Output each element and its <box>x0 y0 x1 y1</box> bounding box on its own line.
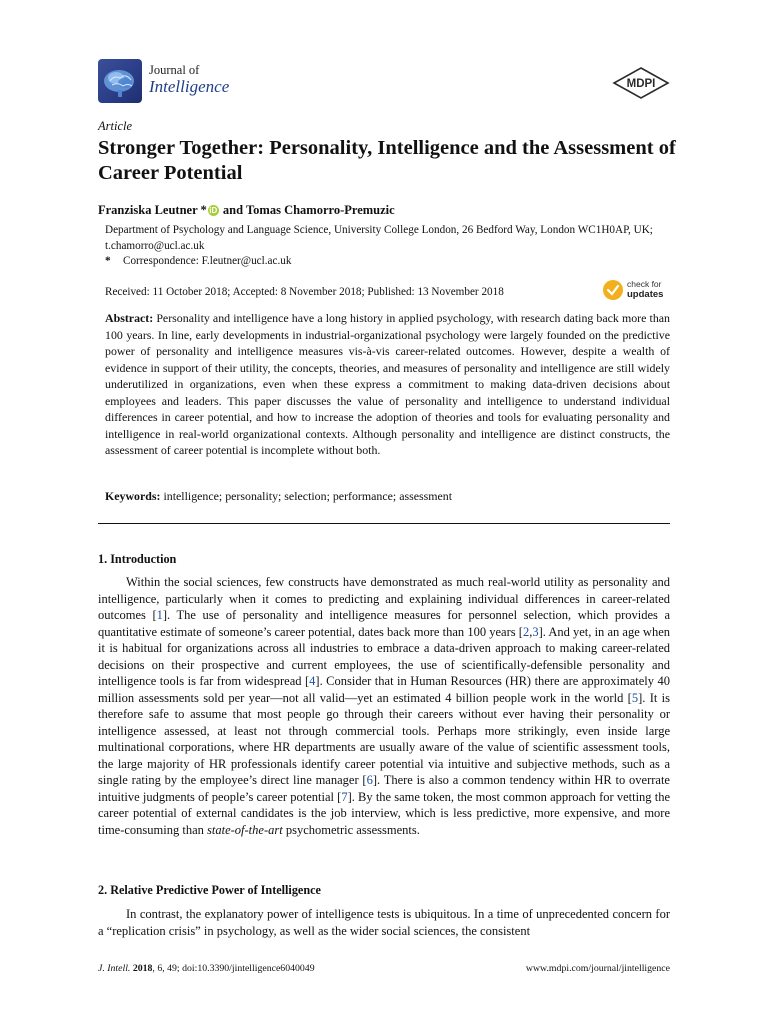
abstract <box>105 310 670 459</box>
paragraph-text: ]. It is therefore safe to assume that most people go through their careers without ever having their personality or intelligence assessed, at least not through commercial tools. Perhaps more strikingly, even inside large multinational corporations, where HR departments are usually aware of the value of scientific assessment tools, the large majority of HR professionals identify career potential via intuitive and subjective methods, such as a single rating by the employee’s direct line manager [ <box>98 690 671 787</box>
keywords-label: Keywords: <box>105 489 161 503</box>
citation-link[interactable]: 6 <box>366 773 373 787</box>
citation-link[interactable]: 2 <box>522 624 530 639</box>
footer-journal-abbr: J. Intell. <box>98 963 131 974</box>
abstract-label: Abstract: <box>105 311 154 325</box>
check-updates-line2: updates <box>627 289 664 300</box>
paragraph-text: ]. By the same token, the most common approach for vetting the career potential of external candidates is the job interview, which is less predictive, more expensive, and more time-consuming than <box>98 789 671 837</box>
keywords-text: intelligence; personality; selection; performance; assessment <box>160 489 453 503</box>
citation-link[interactable]: 4 <box>309 674 316 688</box>
affiliation: Department of Psychology and Language Science, University College London, 26 Bedford Way, London WC1H0AP, UK; t.chamorro@ucl.ac.uk <box>105 224 653 252</box>
section-divider <box>98 523 670 524</box>
paragraph-text: ]. And yet, in an age when it is habitual for organizations across all industries to embrace a data-driven approach to making career-related decisions on their prospective and current employees, the use of scientifically-defensible personality and intelligence tools is far from widespread [ <box>98 624 670 688</box>
mdpi-logo-text: MDPI <box>626 78 656 90</box>
footer-citation <box>98 963 315 974</box>
footer-doi[interactable]: , 6, 49; doi:10.3390/jintelligence6040049 <box>152 963 315 974</box>
authors-line <box>98 203 395 218</box>
section-heading-predictive-power: 2. Relative Predictive Power of Intelligence <box>98 883 321 897</box>
introduction-paragraph <box>98 574 670 838</box>
brain-icon <box>98 59 142 103</box>
correspondence <box>105 253 291 269</box>
author-connector: and <box>219 203 246 217</box>
citation-link[interactable]: 5 <box>631 690 639 705</box>
citation-link[interactable]: 1 <box>156 608 163 622</box>
keywords <box>105 489 670 504</box>
journal-name[interactable]: Intelligence <box>149 77 230 96</box>
abstract-text: Personality and intelligence have a long history in applied psychology, with research dating back more than 100 years. In line, early developments in industrial-organizational psychology were largely founded on the predictive power of personality and intelligence measures vis-à-vis career-related outcomes. However, despite a wealth of evidence in support of their utility, the concepts, theories, and measures of personality and intelligence are still widely underutilized in organizations, even when these express a commitment to making data-driven decisions about employees and leaders. This paper discusses the value of personality and intelligence to understand individual differences in career potential, and how to increase the adoption of theories and tools for evaluating personality and intelligence in real-world organizational contexts. Although personality and intelligence are distinct constructs, the assessment of career potential is incomplete without both. <box>105 311 670 457</box>
mdpi-logo[interactable] <box>611 67 671 104</box>
paragraph-text: , <box>529 624 533 639</box>
check-updates-icon <box>603 280 623 300</box>
paragraph-text: psychometric assessments. <box>282 822 420 837</box>
section-heading-introduction: 1. Introduction <box>98 552 177 566</box>
check-for-updates-button[interactable] <box>602 277 672 308</box>
article-type: Article <box>98 119 133 133</box>
author-name[interactable]: Franziska Leutner <box>98 203 198 217</box>
author-name[interactable]: Tomas Chamorro-Premuzic <box>245 203 395 217</box>
orcid-icon[interactable]: iD <box>209 206 218 215</box>
publication-dates: Received: 11 October 2018; Accepted: 8 November 2018; Published: 13 November 2018 <box>105 286 504 298</box>
paragraph-text: ]. There is also a common tendency within HR to overrate intuitive judgments of people’s career potential [ <box>98 773 670 804</box>
correspondence-text: Correspondence: F.leutner@ucl.ac.uk <box>123 255 292 267</box>
predictive-power-paragraph: In contrast, the explanatory power of intelligence tests is ubiquitous. In a time of unprecedented concern for a “replication crisis” in psychology, as well as the wider social sciences, the consistent <box>98 907 670 938</box>
corresponding-mark: * <box>197 203 207 217</box>
journal-of-label: Journal of <box>149 63 200 77</box>
correspondence-mark: * <box>105 255 111 267</box>
citation-link[interactable]: 7 <box>341 789 348 804</box>
paragraph-text: Within the social sciences, few constructs have demonstrated as much real-world utility as personality and intelligence, particularly when it comes to predicting and explaining individual differences in career-related outcomes [ <box>98 575 670 622</box>
article-title: Stronger Together: Personality, Intelligence and the Assessment of Career Potential <box>98 137 676 184</box>
check-updates-line1: check for <box>627 279 662 289</box>
citation-link[interactable]: 3 <box>532 624 539 639</box>
footer-year: 2018 <box>130 963 153 974</box>
paragraph-emphasis: state-of-the-art <box>207 822 283 837</box>
footer-journal-url[interactable]: www.mdpi.com/journal/jintelligence <box>525 963 670 974</box>
paragraph-text: ]. Consider that in Human Resources (HR) there are approximately 40 million assessments sold per year—not all valid—yet an estimated 4 billion people work in the world [ <box>98 674 670 705</box>
paragraph-text: ]. The use of personality and intelligence measures for personnel selection, which provides a quantitative estimate of someone’s career potential, dates back more than 100 years [ <box>98 608 670 639</box>
